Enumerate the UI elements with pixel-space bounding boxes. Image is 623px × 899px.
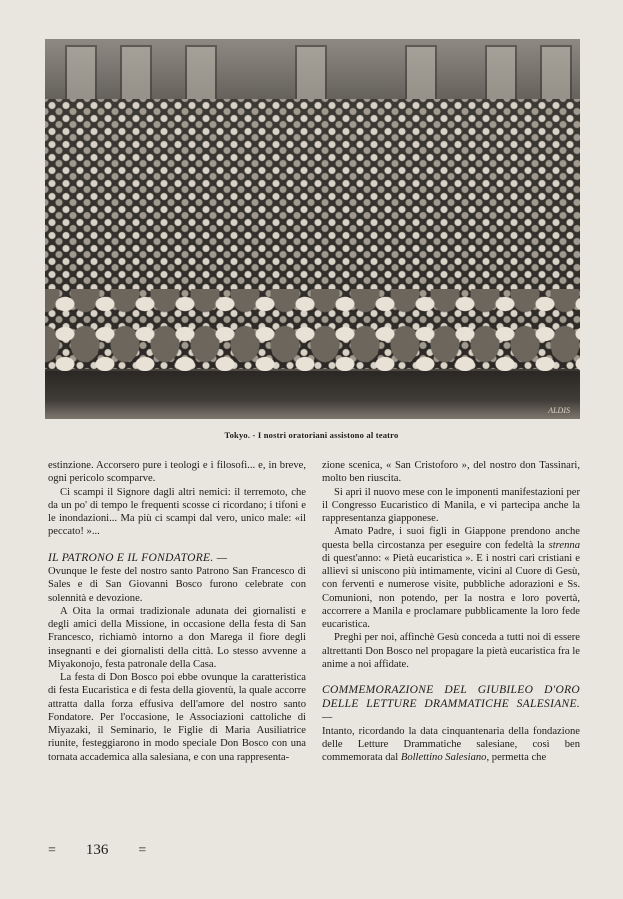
photo-stage bbox=[45, 371, 580, 419]
photograph-audience bbox=[45, 39, 580, 419]
page-number: 136 bbox=[85, 842, 109, 858]
paragraph: Si aprì il nuovo mese con le imponenti manifestazioni per il Congresso Eucaristico di Manila, e vi partecipa anche la rappresentanza giapponese. bbox=[322, 486, 580, 524]
section-heading: IL PATRONO E IL FONDATORE. — bbox=[48, 551, 228, 564]
paragraph: La festa di Don Bosco poi ebbe ovunque la caratteristica di festa Eucaristica e di festa della gioventù, la quale accorre attratta dalla forza effusiva dell'amore del nostro santo Fondatore. Per l'occasione, le Associazioni cattoliche di Miyazaki, il Seminario, le Figlie di Maria Ausiliatrice riunite, festeggiarono in modo speciale Don Bosco con una tornata accademica alla salesiana, e con una rappresenta- bbox=[48, 672, 306, 763]
photo-front-row bbox=[45, 289, 580, 379]
emphasis-strenna: strenna bbox=[548, 539, 580, 551]
photo-window bbox=[120, 45, 152, 104]
paragraph bbox=[322, 725, 580, 765]
photo-window bbox=[295, 45, 327, 104]
paragraph: Preghi per noi, affinchè Gesù conceda a tutti noi di essere altrettanti Don Bosco nel propagare la pietà eucaristica fra le anime a noi affidate. bbox=[322, 632, 580, 670]
footer-dash-left: = bbox=[48, 843, 56, 858]
photo-window bbox=[485, 45, 517, 104]
photo-window bbox=[540, 45, 572, 104]
photo-caption: Tokyo. - I nostri oratoriani assistono al teatro bbox=[224, 430, 399, 440]
section-heading: COMMEMORAZIONE DEL GIUBILEO D'ORO DELLE LETTURE DRAMMATICHE SALESIANE. — bbox=[322, 684, 580, 723]
footer-dash-right: = bbox=[138, 843, 147, 858]
paragraph: zione scenica, « San Cristoforo », del nostro don Tassinari, molto ben riuscita. bbox=[322, 460, 580, 485]
photo-window bbox=[65, 45, 97, 104]
photo-window bbox=[405, 45, 437, 104]
text-run: Intanto, ricordando la data cinquantenaria della fondazione delle Letture Drammatiche salesiane, così ben commemorata dal bbox=[322, 725, 580, 763]
emphasis-bollettino: Bollettino Salesiano bbox=[400, 752, 487, 763]
paragraph: estinzione. Accorsero pure i teologi e i filosofi... e, in breve, ogni pericolo scomparve. bbox=[48, 460, 306, 485]
paragraph: Ci scampi il Signore dagli altri nemici: il terremoto, che da un po' di tempo le frequenti scosse ci ricordano; i tifoni e le inondazioni... Ma più ci scampi dal vero, unico male: «il peccato! »... bbox=[48, 486, 306, 538]
photo-window bbox=[185, 45, 217, 104]
paragraph: A Oita la ormai tradizionale adunata dei giornalisti e degli amici della Missione, in occasione della festa di San Francesco, richiamò intorno a don Marega il fiore degli insegnanti e dei giornalisti della città. Lo stesso avvenne a Miyakonojo, festa patronale della Casa. bbox=[48, 605, 306, 670]
paragraph bbox=[322, 525, 580, 631]
left-column bbox=[48, 459, 306, 764]
right-column bbox=[322, 459, 580, 764]
paragraph: Ovunque le feste del nostro santo Patrono San Francesco di Sales e di San Giovanni Bosco furono celebrate con solennità e devozione. bbox=[48, 566, 306, 604]
page-footer bbox=[48, 842, 248, 859]
text-run: di quest'anno: « Pietà eucaristica ». E i nostri cari cristiani e allievi si uniscono più intimamente, vicini al Cuore di Gesù, con ferventi e numerose visite, pubbliche adorazioni e Ss. Comunioni, non potendo, per la nostra e loro povertà, accorrere a Manila e proclamare pubblicamente la loro fede eucaristica. bbox=[322, 552, 580, 630]
text-run: Amato Padre, i suoi figli in Giappone prendono anche questa bella circostanza per eseguire con fedeltà la bbox=[322, 526, 580, 551]
photo-mark: ALDIS bbox=[548, 406, 570, 415]
text-run: , permetta che bbox=[486, 752, 547, 763]
